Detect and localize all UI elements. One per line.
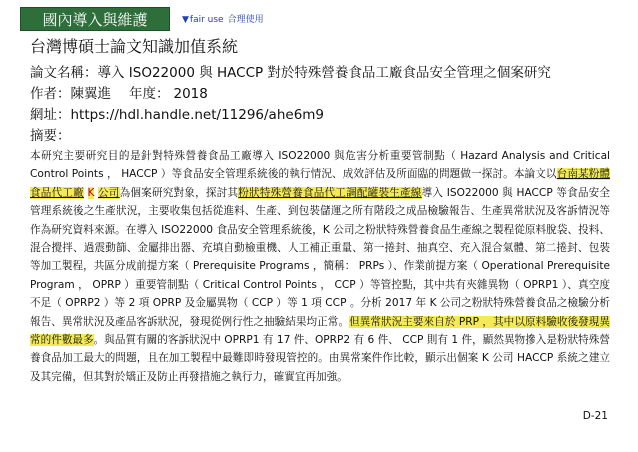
abstract-text-2: 為個案研究對象，探討其 (119, 186, 239, 199)
author-year-row (30, 82, 208, 102)
highlight-production-line: 粉狀特殊營養食品代工調配罐裝生產線 (238, 186, 422, 199)
highlight-company-location: 台南某粉體食品代工廠 (30, 168, 610, 199)
abstract-text-1: 本研究主要研究目的是針對特殊營養食品工廠導入 ISO22000 與危害分析重要管制點（ Hazard Analysis and Critical Control Points ， HACCP ）等食品安全管理系統後的執行情況、成效評估及所面臨的問題做一探討。本論文以 (30, 150, 610, 181)
fair-use-note (182, 12, 264, 25)
triangle-down-icon: ▼ (182, 15, 189, 25)
page-number: D-21 (582, 410, 608, 422)
year-label: 年度： (129, 86, 170, 102)
thesis-name-label: 論文名稱： (30, 65, 98, 81)
url-link[interactable]: https://hdl.handle.net/11296/ahe6m9 (70, 107, 325, 123)
abstract-text-4: 。與品質有關的客訴狀況中 OPRP1 有 17 件、OPRP2 有 6 件、 CCP 則有 1 件，顯然異物摻入是粉狀特殊營養食品加工最大的問題，且在加工製程中最難即時發現管控的。由異常案件作比較，顯示出個案 K 公司 HACCP 系統之建立及其完備，但其對於矯正及防止再發措施之執行力，確實宜再加強。 (30, 334, 610, 383)
highlight-company-suffix: 公司 (98, 186, 120, 199)
fair-use-zh-label: 合理使用 (227, 15, 264, 25)
thesis-name-value: 導入 ISO22000 與 HACCP 對於特殊營養食品工廠食品安全管理之個案研究 (97, 65, 551, 81)
thesis-name-row (30, 61, 551, 81)
domestic-adoption-tag: 國內導入與維護 (20, 7, 170, 31)
fair-use-en-label: fair use (189, 15, 224, 25)
highlight-prp-finding: 但異常狀況主要來自於 PRP ，其中以原料驗收後發現異常的件數最多 (30, 315, 611, 347)
url-row (30, 103, 324, 123)
abstract-body (30, 147, 610, 386)
url-label: 網址： (30, 107, 71, 123)
abstract-heading: 摘要： (30, 128, 71, 144)
author-value: 陳翼進 (70, 86, 111, 102)
highlight-company-k: K (87, 186, 95, 199)
author-label: 作者： (30, 86, 71, 102)
page-title: 台灣博碩士論文知識加值系統 (30, 37, 239, 56)
abstract-space-1 (84, 187, 88, 199)
year-value: 2018 (173, 86, 208, 102)
abstract-text-3: 導入 ISO22000 與 HACCP 等食品安全管理系統後之生產狀況，主要收集包括從進料、生產、到包裝儲運之所有階段之成品檢驗報告、生產異常狀況及客訴情況等作為研究資料來源。在導入 ISO22000 食品安全管理系統後，K 公司之粉狀特殊營養食品生產線之製程從原料脫袋、投料、混合攪拌、過震動篩、金屬排出器、充填自動檢重機、人工補正重量、第一捲封、抽真空、充入混合氣體、第二捲封、包裝等加工製程，共區分成前提方案（ Prerequisite Programs ，簡稱： PRPs ）、作業前提方案（ Operational Prerequisite Program ， OPRP ）重要管制點（ Critical Control Points ， CCP ）等管控點，其中共有夾雜異物（ OPRP1 ）、真空度不足（ OPRP2 ）等 2 項 OPRP 及金屬異物（ CCP ）等 1 項 CCP 。分析 2017 年 K 公司之粉狀特殊營養食品之檢驗分析報告、異常狀況及產品客訴狀況，發現從例行性之抽驗結果均正常。 (30, 186, 611, 328)
